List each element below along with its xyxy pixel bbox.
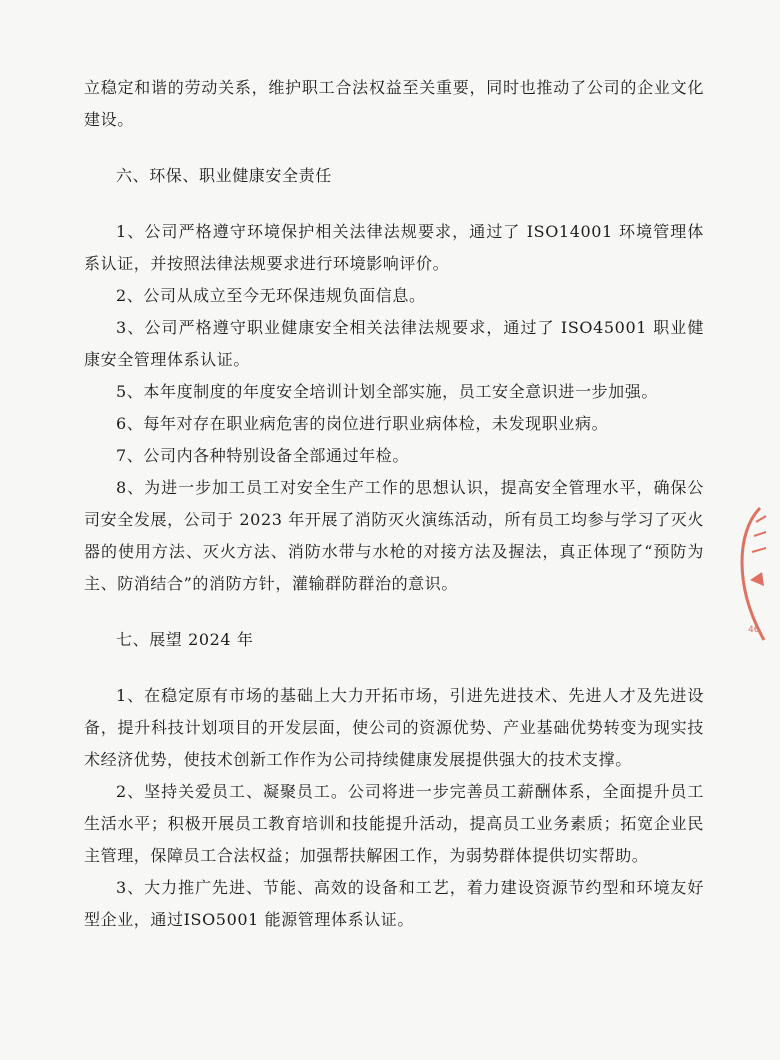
section-6-heading: 六、环保、职业健康安全责任 [116, 166, 332, 185]
seal-number-text: 46 [748, 625, 760, 635]
section-6-item-8: 8、为进一步加工员工对安全生产工作的思想认识，提高安全管理水平，确保公司安全发展，公司于 2023 年开展了消防灭火演练活动，所有员工均参与学习了灭火器的使用方法、灭火方法、消防水带与水枪的对接方法及握法，真正体现了“预防为主、防消结合”的消防方针，灌输群防群治的意识。 [84, 478, 704, 593]
seal-stamp-fragment [720, 500, 780, 660]
section-7-heading: 七、展望 2024 年 [116, 630, 254, 649]
section-6-item-6: 6、每年对存在职业病危害的岗位进行职业病体检，未发现职业病。 [116, 414, 609, 433]
section-7-item-3: 3、大力推广先进、节能、高效的设备和工艺，着力建设资源节约型和环境友好型企业，通过ISO5001 能源管理体系认证。 [84, 878, 704, 929]
section-6-item-5: 5、本年度制度的年度安全培训计划全部实施，员工安全意识进一步加强。 [116, 382, 658, 401]
section-6-item-3: 3、公司严格遵守职业健康安全相关法律法规要求，通过了 ISO45001 职业健康安全管理体系认证。 [84, 318, 704, 369]
section-7-item-1: 1、在稳定原有市场的基础上大力开拓市场，引进先进技术、先进人才及先进设备，提升科技计划项目的开发层面，使公司的资源优势、产业基础优势转变为现实技术经济优势，使技术创新工作作为公司持续健康发展提供强大的技术支撑。 [84, 686, 704, 769]
section-7-item-2: 2、坚持关爱员工、凝聚员工。公司将进一步完善员工薪酬体系，全面提升员工生活水平；积极开展员工教育培训和技能提升活动，提高员工业务素质；拓宽企业民主管理，保障员工合法权益；加强帮扶解困工作，为弱势群体提供切实帮助。 [84, 782, 704, 865]
section-6-item-1: 1、公司严格遵守环境保护相关法律法规要求，通过了 ISO14001 环境管理体系认证，并按照法律法规要求进行环境影响评价。 [84, 222, 704, 273]
intro-continued-paragraph: 立稳定和谐的劳动关系，维护职工合法权益至关重要，同时也推动了公司的企业文化建设。 [84, 78, 704, 129]
section-6-item-2: 2、公司从成立至今无环保违规负面信息。 [116, 286, 426, 305]
section-6-item-7: 7、公司内各种特别设备全部通过年检。 [116, 446, 409, 465]
document-body [84, 72, 704, 936]
